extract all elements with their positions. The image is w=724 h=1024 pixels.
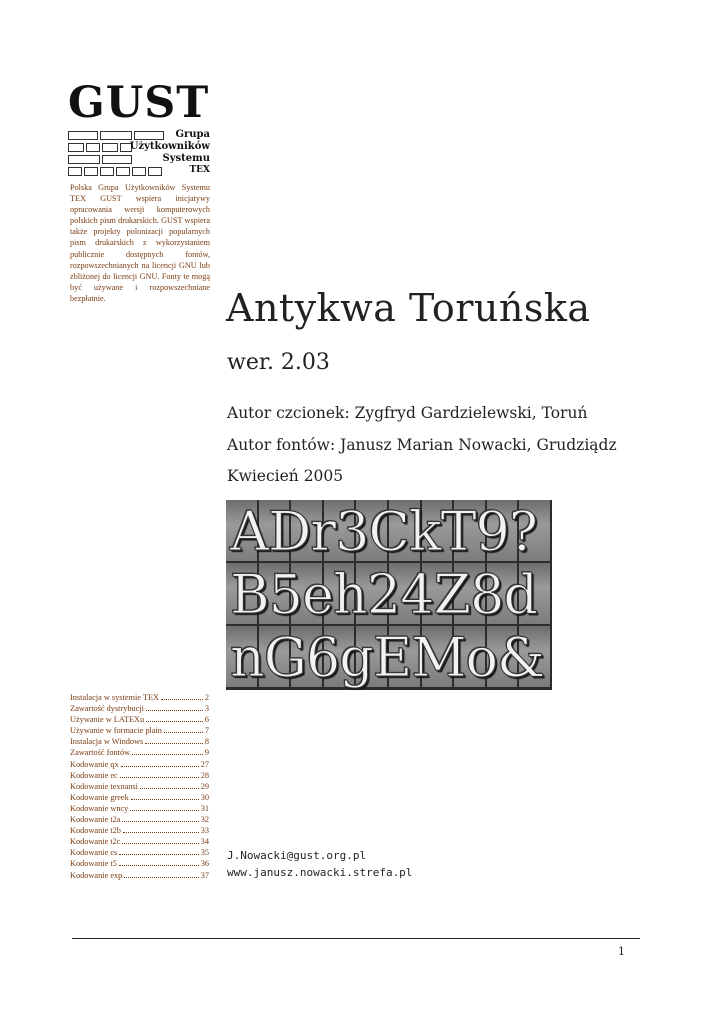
specimen-row (226, 500, 552, 563)
toc-leader-dots (120, 771, 199, 778)
toc-leader-dots (124, 871, 198, 878)
logo-blocks-icon (68, 167, 164, 176)
toc-leader-dots (161, 693, 203, 700)
toc-label: Kodowanie t5 (70, 859, 117, 869)
logo-blocks-icon (68, 131, 166, 140)
email-link[interactable]: J.Nowacki@gust.org.pl (227, 849, 367, 862)
toc-leader-dots (145, 737, 203, 744)
logo-row-4 (68, 166, 210, 178)
toc-page-number: 2 (204, 693, 209, 702)
toc-page-number: 30 (200, 792, 209, 802)
toc-page-number: 32 (200, 815, 209, 825)
specimen-glyphs: nG6gEMo& (230, 626, 545, 689)
toc-item[interactable] (70, 781, 209, 792)
page-number: 1 (618, 945, 625, 958)
toc-label: Kodowanie greek (70, 792, 129, 802)
specimen-glyphs: B5eh24Z8d (230, 563, 537, 626)
toc-leader-dots (130, 804, 198, 811)
toc-item[interactable] (70, 858, 209, 869)
toc-label: Kodowanie cs (70, 848, 118, 858)
specimen-row (226, 563, 552, 626)
table-of-contents (70, 692, 209, 881)
toc-page-number: 36 (200, 859, 209, 869)
toc-label: Kodowanie t2c (70, 837, 121, 847)
toc-page-number: 33 (200, 826, 209, 836)
toc-label: Kodowanie ec (70, 770, 118, 780)
toc-label: Instalacja w Windows (70, 737, 144, 747)
toc-label: Kodowanie wncy (70, 803, 129, 813)
toc-item[interactable] (70, 725, 209, 736)
toc-leader-dots (164, 726, 203, 733)
toc-leader-dots (121, 760, 199, 767)
toc-page-number: 31 (200, 803, 209, 813)
toc-item[interactable] (70, 792, 209, 803)
toc-page-number: 35 (200, 848, 209, 858)
toc-page-number: 27 (200, 759, 209, 769)
toc-label: Instalacja w systemie TEX (70, 693, 160, 702)
toc-label: Kodowanie exp (70, 870, 123, 880)
toc-page-number: 8 (204, 737, 209, 747)
toc-leader-dots (122, 815, 198, 822)
toc-page-number: 28 (200, 770, 209, 780)
toc-page-number: 34 (200, 837, 209, 847)
toc-leader-dots (146, 715, 203, 722)
toc-leader-dots (132, 748, 203, 755)
toc-label: Kodowanie texnansi (70, 781, 138, 791)
toc-item[interactable] (70, 759, 209, 770)
logo-word-tex: TEX (189, 165, 210, 175)
logo-blocks-icon (68, 155, 134, 164)
gust-logo (68, 78, 210, 176)
toc-item[interactable] (70, 803, 209, 814)
logo-blocks-icon (68, 143, 134, 152)
toc-page-number: 29 (200, 781, 209, 791)
toc-label: Kodowanie qx (70, 759, 119, 769)
toc-item[interactable] (70, 714, 209, 725)
toc-item[interactable] (70, 870, 209, 881)
toc-label: Kodowanie t2a (70, 815, 121, 825)
toc-page-number: 6 (204, 715, 209, 725)
toc-page-number: 9 (204, 748, 209, 758)
toc-leader-dots (123, 826, 199, 833)
toc-item[interactable] (70, 814, 209, 825)
document-version: wer. 2.03 (227, 350, 330, 375)
toc-item[interactable] (70, 825, 209, 836)
toc-label: Zawartość dystrybucji (70, 704, 144, 714)
toc-item[interactable] (70, 770, 209, 781)
toc-label: Zawartość fontów (70, 748, 131, 758)
specimen-glyphs: ADr3CkT9? (230, 500, 537, 563)
toc-leader-dots (119, 848, 198, 855)
toc-page-number: 37 (200, 870, 209, 880)
toc-leader-dots (131, 793, 199, 800)
logo-word-grupa: Grupa (175, 129, 210, 140)
logo-gust-text: GUST (68, 78, 210, 128)
toc-leader-dots (146, 704, 203, 711)
toc-item[interactable] (70, 847, 209, 858)
toc-label: Kodowanie t2b (70, 826, 121, 836)
toc-item[interactable] (70, 703, 209, 714)
toc-page-number: 7 (204, 726, 209, 736)
logo-word-systemu: Systemu (162, 153, 210, 164)
toc-leader-dots (122, 837, 198, 844)
website-link[interactable]: www.janusz.nowacki.strefa.pl (227, 866, 413, 879)
digital-author-line: Autor fontów: Janusz Marian Nowacki, Grudziądz (227, 436, 617, 454)
type-specimen-image (226, 500, 552, 690)
toc-item[interactable] (70, 692, 209, 703)
gust-description: Polska Grupa Użytkowników Systemu TEX GUST wspiera inicjatywy opracowania wersji komputerowych polskich pism drukarskich. GUST wspiera także projekty polonizacji popularnych pism drukarskich z wykorzystaniem publicznie dostępnych fontów, rozpowszechnianych na licencji GNU lub zbliżonej do licencji GNU. Fonty te mogą być używane i rozpowszechniane bezpłatnie. (70, 183, 210, 303)
toc-page-number: 3 (204, 704, 209, 714)
font-author-line: Autor czcionek: Zygfryd Gardzielewski, Toruń (227, 404, 588, 422)
date-line: Kwiecień 2005 (227, 467, 344, 485)
toc-item[interactable] (70, 736, 209, 747)
toc-item[interactable] (70, 747, 209, 758)
document-title: Antykwa Toruńska (226, 286, 591, 330)
specimen-row (226, 626, 552, 689)
toc-label: Używanie w formacie plain (70, 726, 162, 736)
toc-label: Używanie w LATEXu (70, 715, 145, 725)
toc-item[interactable] (70, 836, 209, 847)
footer-rule (72, 938, 640, 939)
toc-leader-dots (119, 859, 199, 866)
logo-word-uzytkownikow: Użytkowników (129, 141, 210, 152)
toc-leader-dots (140, 782, 199, 789)
